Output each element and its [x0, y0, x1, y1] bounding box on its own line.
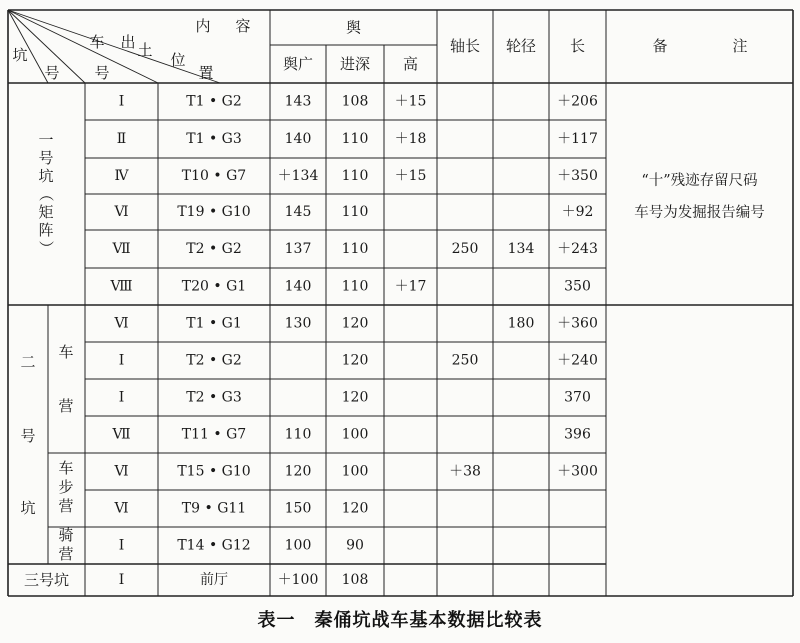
carriage-width-cell: 140: [284, 131, 312, 147]
carriage-depth-cell: 110: [341, 168, 369, 184]
camp-car-label-char: 营: [58, 397, 74, 415]
table-row: [119, 94, 598, 110]
carriage-depth-cell: 110: [341, 241, 369, 257]
length-cell: ＋92: [561, 204, 594, 220]
carriage-width-cell: 150: [284, 500, 312, 517]
location-cell: T14 • G12: [177, 537, 251, 554]
length-cell: ＋360: [557, 315, 598, 332]
table-row: [119, 572, 369, 588]
car-number-cell: Ⅱ: [116, 131, 127, 147]
header-yu-height: 高: [402, 55, 419, 73]
header-axle: 轴长: [449, 37, 481, 55]
pit1-label-char: 一: [38, 131, 54, 149]
carriage-depth-cell: 108: [341, 572, 369, 588]
carriage-depth-cell: 120: [341, 389, 369, 406]
location-cell: T9 • G11: [181, 500, 247, 517]
car-number-cell: Ⅷ: [110, 278, 133, 295]
pit1-label-char: 矩: [38, 203, 54, 221]
carriage-width-cell: ＋100: [277, 572, 319, 588]
header-car-1: 车: [89, 33, 105, 51]
camp-mixed-label-char: 步: [58, 478, 74, 496]
header-loc-2: 土: [137, 41, 153, 59]
location-cell: 前厅: [200, 572, 228, 588]
header-loc-1: 出: [120, 33, 136, 51]
carriage-height-cell: ＋17: [394, 278, 427, 295]
pit2-label-char: 坑: [20, 499, 36, 517]
carriage-depth-cell: 120: [341, 500, 369, 517]
carriage-width-cell: 100: [284, 537, 312, 554]
camp-mixed-label-char: 营: [58, 497, 74, 515]
header-length: 长: [569, 37, 586, 55]
table-row: [119, 353, 598, 369]
location-cell: T2 • G3: [186, 389, 242, 406]
table-row: [111, 427, 590, 443]
car-number-cell: Ⅶ: [112, 241, 131, 257]
carriage-height-cell: ＋15: [394, 168, 427, 184]
location-cell: T19 • G10: [177, 204, 251, 220]
car-number-cell: Ⅵ: [114, 204, 129, 220]
header-loc-3: 位: [170, 51, 186, 69]
carriage-width-cell: 140: [284, 278, 312, 295]
table-header: [12, 17, 747, 82]
car-number-cell: Ⅳ: [114, 168, 129, 184]
header-yu-width: 舆广: [282, 55, 314, 73]
carriage-width-cell: 130: [284, 315, 312, 332]
camp-cav-label-char: 骑: [58, 526, 74, 544]
length-cell: 350: [564, 278, 591, 295]
car-number-cell: Ⅵ: [114, 463, 129, 480]
length-cell: ＋117: [557, 131, 598, 147]
table-row: [117, 131, 598, 147]
table-row: [109, 279, 590, 295]
camp-car-label-char: 车: [58, 343, 74, 361]
location-cell: T20 • G1: [181, 278, 247, 295]
table-row: [115, 168, 598, 184]
location-cell: T15 • G10: [177, 463, 251, 480]
pit2-label-char: 号: [20, 427, 36, 445]
carriage-depth-cell: 90: [346, 537, 364, 554]
length-cell: 370: [564, 389, 591, 406]
header-content-1: 内: [195, 17, 211, 35]
header-wheel: 轮径: [505, 37, 537, 55]
car-number-cell: Ⅰ: [118, 572, 125, 588]
wheel-diameter-cell: 134: [507, 241, 535, 257]
group-labels: [20, 131, 73, 589]
car-number-cell: Ⅰ: [118, 352, 125, 369]
length-cell: ＋206: [557, 93, 598, 110]
carriage-depth-cell: 108: [341, 93, 369, 110]
carriage-height-cell: ＋18: [394, 131, 427, 147]
carriage-height-cell: ＋15: [394, 93, 427, 110]
carriage-depth-cell: 120: [341, 315, 369, 332]
carriage-width-cell: 143: [284, 93, 312, 110]
header-pit-1: 坑: [12, 46, 28, 64]
carriage-depth-cell: 120: [341, 352, 369, 369]
length-cell: ＋240: [557, 352, 598, 369]
table-caption: 表一 秦俑坑战车基本数据比较表: [257, 610, 543, 631]
pit3-label: 三号坑: [23, 571, 70, 589]
header-pit-2: 号: [44, 64, 60, 82]
car-number-cell: Ⅶ: [112, 426, 131, 443]
length-cell: ＋300: [557, 463, 598, 480]
car-number-cell: Ⅵ: [114, 500, 129, 517]
length-cell: 396: [564, 426, 591, 443]
remark-line: 车号为发掘报告编号: [634, 205, 765, 221]
location-cell: T1 • G1: [186, 315, 242, 332]
car-number-cell: Ⅵ: [114, 315, 129, 332]
remark-line: “十”残迹存留尺码: [641, 173, 758, 189]
header-yu-depth: 进深: [339, 55, 371, 73]
carriage-width-cell: 120: [284, 463, 312, 480]
table-row: [111, 241, 597, 257]
pit2-label-char: 二: [20, 353, 36, 371]
axle-length-cell: ＋38: [449, 463, 481, 480]
carriage-width-cell: 110: [284, 426, 312, 443]
location-cell: T10 • G7: [181, 168, 247, 184]
carriage-depth-cell: 110: [341, 278, 369, 295]
table-row: [119, 538, 364, 554]
length-cell: ＋350: [557, 168, 598, 184]
header-remark-2: 注: [732, 37, 748, 55]
table-body: [109, 94, 597, 589]
camp-mixed-label-char: 车: [58, 459, 74, 477]
header-remark-1: 备: [652, 37, 668, 55]
location-cell: T11 • G7: [181, 426, 247, 443]
wheel-diameter-cell: 180: [507, 315, 535, 332]
car-number-cell: Ⅰ: [118, 93, 125, 110]
header-yu: 舆: [345, 18, 362, 37]
pit1-label-char: （: [37, 186, 55, 202]
location-cell: T1 • G2: [186, 93, 242, 110]
carriage-depth-cell: 110: [341, 131, 369, 147]
pit1-label-char: 坑: [38, 167, 54, 185]
axle-length-cell: 250: [451, 352, 479, 369]
length-cell: ＋243: [557, 241, 598, 257]
table-row: [113, 501, 368, 517]
location-cell: T2 • G2: [186, 352, 242, 369]
location-cell: T2 • G2: [186, 241, 242, 257]
carriage-width-cell: ＋134: [277, 168, 319, 184]
header-car-2: 号: [94, 64, 110, 82]
carriage-width-cell: 137: [284, 241, 312, 257]
car-number-cell: Ⅰ: [118, 389, 125, 406]
car-number-cell: Ⅰ: [118, 537, 125, 554]
table-row: [113, 464, 597, 480]
carriage-width-cell: 145: [284, 204, 312, 220]
carriage-depth-cell: 100: [341, 463, 369, 480]
pit1-label-char: ）: [37, 240, 55, 256]
table-row: [119, 390, 591, 406]
location-cell: T1 • G3: [186, 131, 242, 147]
pit1-label-char: 号: [38, 149, 54, 167]
carriage-depth-cell: 100: [341, 426, 369, 443]
grid-line: [8, 10, 220, 83]
remark-cell: [634, 172, 765, 221]
header-content-2: 容: [235, 17, 251, 35]
axle-length-cell: 250: [451, 241, 479, 257]
header-loc-4: 置: [198, 64, 214, 82]
carriage-depth-cell: 110: [341, 204, 369, 220]
table-row: [113, 316, 597, 332]
camp-cav-label-char: 营: [58, 545, 74, 563]
table-row: [113, 204, 593, 220]
pit1-label-char: 阵: [38, 221, 54, 239]
